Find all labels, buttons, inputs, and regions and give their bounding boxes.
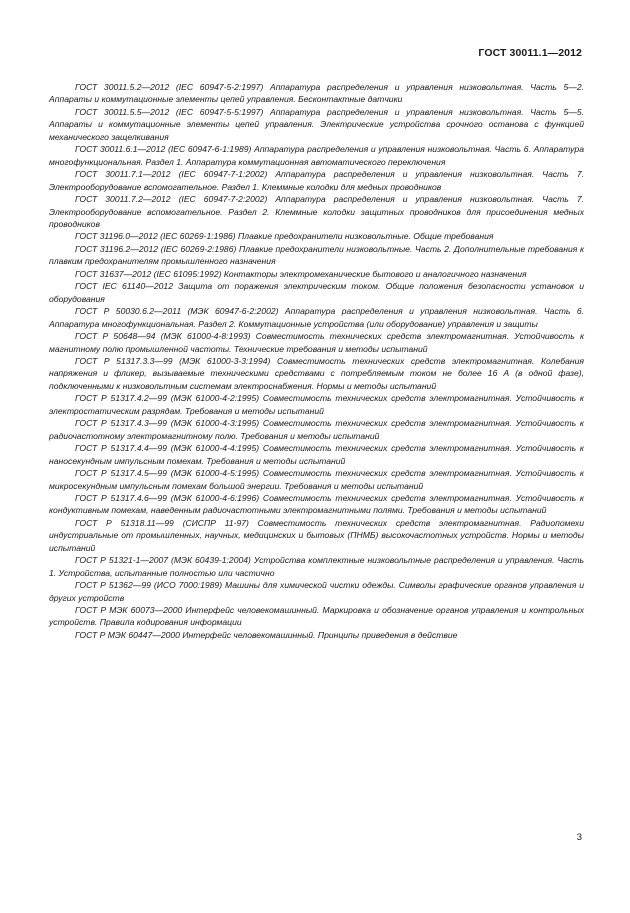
- reference-item: ГОСТ Р 51317.4.5—99 (МЭК 61000-4-5:1995) Совместимость технических средств электромагнитная. Устойчивость к микросекундным импульсным помехам большой энергии. Требования и методы испытаний: [49, 468, 584, 491]
- reference-item: ГОСТ 31637—2012 (IEC 61095:1992) Контакторы электромеханические бытового и аналогичного назначения: [75, 268, 527, 279]
- reference-item: ГОСТ Р МЭК 60073—2000 Интерфейс человекомашинный. Маркировка и обозначение органов управления и контрольных устройств. Правила кодирования информации: [49, 605, 584, 628]
- reference-item: ГОСТ Р 51317.3.3—99 (МЭК 61000-3-3:1994) Совместимость технических средств электромагнитная. Колебания напряжения и фликер, вызываемые техническими средствами с потребляемым током не более 16 А (в одной фазе), подключенными к низковольтным системам электроснабжения. Нормы и методы испытаний: [49, 355, 584, 391]
- reference-item: ГОСТ 30011.5.2—2012 (IEC 60947-5-2:1997) Аппаратура распределения и управления низковольтная. Часть 5—2. Аппараты и коммутационные элементы цепей управления. Бесконтактные датчики: [49, 82, 584, 105]
- reference-item: ГОСТ 30011.6.1—2012 (IEC 60947-6-1:1989) Аппаратура распределения и управления низковольтная. Часть 6. Аппаратура многофункциональная. Раздел 1. Аппаратура коммутационная автоматического переключения: [49, 144, 584, 167]
- reference-list: [49, 81, 584, 641]
- reference-item: ГОСТ 31196.2—2012 (IEC 60269-2:1986) Плавкие предохранители низковольтные. Часть 2. Дополнительные требования к плавким предохранителям промышленного назначения: [49, 243, 584, 267]
- reference-item: ГОСТ 30011.5.5—2012 (IEC 60947-5-5:1997) Аппаратура распределения и управления низковольтная. Часть 5—5. Аппараты и коммутационные элементы цепей управления. Электрические устройства срочного останова с функцией механического защелкивания: [49, 106, 584, 142]
- reference-item: ГОСТ Р 51317.4.2—99 (МЭК 61000-4-2:1995) Совместимость технических средств электромагнитная. Устойчивость к электростатическим разрядам. Требования и методы испытаний: [49, 393, 584, 416]
- reference-item: ГОСТ 30011.7.2—2012 (IEC 60947-7-2:2002) Аппаратура распределения и управления низковольтная. Часть 7. Электрооборудование вспомогательное. Раздел 2. Клеммные колодки защитных проводников для присоединения медных проводников: [49, 194, 584, 229]
- reference-item: ГОСТ Р 51317.4.3—99 (МЭК 61000-4-3:1995) Совместимость технических средств электромагнитная. Устойчивость к радиочастотному электромагнитному полю. Требования и методы испытаний: [49, 418, 584, 441]
- reference-item: ГОСТ 31196.0—2012 (IEC 60269-1:1986) Плавкие предохранители низковольтные. Общие требования: [75, 231, 494, 242]
- reference-item: ГОСТ Р 50648—94 (МЭК 61000-4-8:1993) Совместимость технических средств электромагнитная. Устойчивость к магнитному полю промышленной частоты. Технические требования и методы испытаний: [49, 331, 584, 354]
- reference-item: ГОСТ Р 51318.11—99 (СИСПР 11-97) Совместимость технических средств электромагнитная. Радиопомехи индустриальные от промышленных, научных, медицинских и бытовых (ПНМБ) высокочастотных устройств. Нормы и методы испытаний: [49, 517, 584, 553]
- reference-item: ГОСТ Р 50030.6.2—2011 (МЭК 60947-6-2:2002) Аппаратура распределения и управления низковольтная. Часть 6. Аппаратура многофункциональная. Раздел 2. Коммутационные устройства (или оборудование) управления и защиты: [49, 306, 584, 329]
- reference-item: ГОСТ Р 51317.4.6—99 (МЭК 61000-4-6:1996) Совместимость технических средств электромагнитная. Устойчивость к кондуктивным помехам, наведенным радиочастотными электромагнитными полями. Требования и методы испытаний: [49, 492, 584, 516]
- reference-item: ГОСТ Р 51317.4.4—99 (МЭК 61000-4-4:1995) Совместимость технических средств электромагнитная. Устойчивость к наносекундным импульсным помехам. Требования и методы испытаний: [49, 443, 584, 466]
- reference-item: ГОСТ Р МЭК 60447—2000 Интерфейс человекомашинный. Принципы приведения в действие: [75, 629, 458, 640]
- reference-item: ГОСТ Р 51362—99 (ИСО 7000:1989) Машины для химической чистки одежды. Символы графические органов управления и других устройств: [49, 580, 584, 603]
- page-number: 3: [576, 832, 582, 843]
- page-header: ГОСТ 30011.1—2012: [478, 47, 582, 59]
- reference-item: ГОСТ Р 51321-1—2007 (МЭК 60439-1:2004) Устройства комплектные низковольтные распределения и управления. Часть 1. Устройства, испытанные полностью или частично: [49, 555, 584, 578]
- reference-item: ГОСТ IEC 61140—2012 Защита от поражения электрическим током. Общие положения безопасности установок и оборудования: [49, 281, 584, 304]
- reference-item: ГОСТ 30011.7.1—2012 (IEC 60947-7-1:2002) Аппаратура распределения и управления низковольтная. Часть 7. Электрооборудование вспомогательное. Раздел 1. Клеммные колодки для медных проводников: [49, 169, 584, 192]
